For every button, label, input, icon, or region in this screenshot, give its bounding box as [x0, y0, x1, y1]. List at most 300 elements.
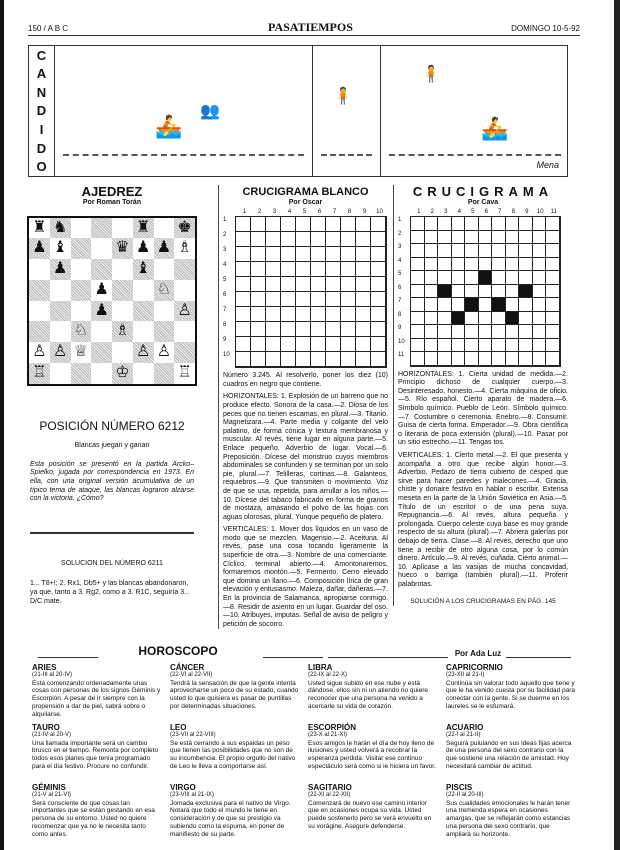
grid-cell[interactable]: [519, 244, 533, 258]
grid-cell[interactable]: [465, 312, 479, 326]
grid-cell[interactable]: [492, 244, 506, 258]
sign-dates: (23-VII al 22-VIII): [170, 731, 216, 738]
grid-cell[interactable]: [371, 217, 386, 232]
grid-cell[interactable]: [425, 271, 439, 285]
grid-cell[interactable]: [438, 231, 452, 245]
grid-cell[interactable]: [356, 352, 371, 367]
grid-cell[interactable]: [341, 262, 356, 277]
row-number: 2: [223, 232, 227, 239]
sign-name: PISCIS: [446, 783, 473, 792]
grid-cell[interactable]: [546, 352, 560, 366]
grid-cell[interactable]: [311, 217, 326, 232]
grid-cell[interactable]: [452, 231, 466, 245]
chess-piece-icon: ♝: [52, 239, 68, 257]
grid-cell[interactable]: [492, 258, 506, 272]
grid-cell[interactable]: [492, 312, 506, 326]
grid-cell[interactable]: [341, 277, 356, 292]
grid-cell[interactable]: [506, 352, 520, 366]
grid-cell[interactable]: [465, 217, 479, 231]
grid-cell[interactable]: [311, 322, 326, 337]
grid-cell[interactable]: [546, 325, 560, 339]
grid-cell[interactable]: [356, 247, 371, 262]
grid-cell[interactable]: [236, 292, 251, 307]
grid-cell[interactable]: [236, 322, 251, 337]
grid-cell[interactable]: [251, 307, 266, 322]
grid-cell[interactable]: [266, 217, 281, 232]
chess-piece-icon: ♙: [156, 343, 172, 361]
grid-cell[interactable]: [519, 312, 533, 326]
grid-cell[interactable]: [533, 231, 547, 245]
column-number: 7: [332, 208, 337, 215]
grid-cell[interactable]: [492, 217, 506, 231]
divider: [30, 532, 194, 534]
grid-cell[interactable]: [266, 292, 281, 307]
grid-cell[interactable]: [438, 339, 452, 353]
chess-square: [71, 218, 92, 239]
chess-square: [112, 259, 133, 280]
cruci-title: CRUCIGRAMA: [412, 184, 554, 199]
grid-cell[interactable]: [341, 292, 356, 307]
grid-cell[interactable]: [341, 337, 356, 352]
grid-cell[interactable]: [425, 325, 439, 339]
column-number: 6: [484, 208, 488, 215]
grid-cell[interactable]: [266, 247, 281, 262]
grid-cell[interactable]: [251, 217, 266, 232]
chess-piece-icon: ♚: [174, 218, 195, 239]
grid-cell[interactable]: [296, 217, 311, 232]
grid-cell[interactable]: [311, 352, 326, 367]
sign-text: Está comenzando ordenadamente unas cosas con personas de los signos Géminis y Escorpión. A pesar de ir siempre con la propensión a dar de piel, sabrá sobre o alquilarse.: [32, 679, 161, 718]
grid-cell[interactable]: [251, 277, 266, 292]
grid-cell[interactable]: [465, 352, 479, 366]
grid-cell[interactable]: [326, 322, 341, 337]
sign-name: ACUARIO: [446, 723, 484, 732]
grid-cell[interactable]: [251, 352, 266, 367]
grid-cell[interactable]: [546, 244, 560, 258]
grid-cell[interactable]: [236, 247, 251, 262]
sign-dates: (23-VIII al 21-IX): [170, 791, 215, 798]
grid-cell[interactable]: [533, 244, 547, 258]
solution-title: SOLUCION DEL NÚMERO 6211: [61, 559, 163, 567]
grid-cell[interactable]: [296, 322, 311, 337]
grid-cell[interactable]: [311, 262, 326, 277]
grid-cell[interactable]: [356, 232, 371, 247]
grid-cell[interactable]: [281, 292, 296, 307]
grid-cell[interactable]: [236, 352, 251, 367]
chess-piece-icon: ♙: [133, 342, 154, 363]
sign-text: Jornada exclusiva para el nativo de Virgo. Notará que todo el mundo le tiene en consideración y de que su prestigio va subiendo como la espuma, en poner de manifiesto de su parte.: [170, 799, 291, 838]
grid-cell[interactable]: [356, 262, 371, 277]
chess-piece-icon: ♕: [73, 343, 89, 361]
grid-cell[interactable]: [371, 262, 386, 277]
grid-cell[interactable]: [425, 339, 439, 353]
grid-cell[interactable]: [533, 312, 547, 326]
grid-cell[interactable]: [266, 337, 281, 352]
blanco-grid[interactable]: [235, 216, 387, 368]
grid-cell[interactable]: [356, 307, 371, 322]
grid-cell[interactable]: [411, 298, 425, 312]
grid-cell[interactable]: [266, 307, 281, 322]
grid-cell[interactable]: [519, 352, 533, 366]
title-letter: I: [39, 122, 44, 138]
grid-cell[interactable]: [465, 339, 479, 353]
grid-cell[interactable]: [266, 262, 281, 277]
chess-piece-icon: ♛: [112, 238, 133, 259]
black-cell: [506, 312, 520, 326]
chess-piece-icon: ♙: [32, 343, 47, 361]
grid-cell[interactable]: [411, 339, 425, 353]
chess-column: [12, 185, 212, 606]
crossword-column: [393, 185, 568, 606]
grid-cell[interactable]: [371, 322, 386, 337]
position-number: POSICIÓN NÚMERO 6212: [39, 418, 185, 433]
grid-cell[interactable]: [519, 231, 533, 245]
grid-cell[interactable]: [492, 325, 506, 339]
grid-cell[interactable]: [479, 325, 493, 339]
grid-cell[interactable]: [438, 325, 452, 339]
grid-cell[interactable]: [281, 322, 296, 337]
chess-piece-icon: ♖: [177, 363, 192, 381]
grid-cell[interactable]: [296, 352, 311, 367]
grid-cell[interactable]: [492, 339, 506, 353]
grid-cell[interactable]: [236, 337, 251, 352]
column-number: 9: [362, 208, 367, 215]
grid-cell[interactable]: [546, 298, 560, 312]
chess-piece-icon: ♙: [174, 301, 195, 322]
grid-cell[interactable]: [251, 337, 266, 352]
grid-cell[interactable]: [506, 298, 520, 312]
comic-title: [29, 46, 55, 176]
grid-cell[interactable]: [425, 244, 439, 258]
grid-cell[interactable]: [296, 337, 311, 352]
grid-cell[interactable]: [341, 232, 356, 247]
grid-cell[interactable]: [438, 244, 452, 258]
grid-cell[interactable]: [371, 352, 386, 367]
grid-cell[interactable]: [341, 352, 356, 367]
horoscope-sign: [170, 724, 300, 771]
grid-cell[interactable]: [479, 285, 493, 299]
grid-cell[interactable]: [411, 312, 425, 326]
grid-cell[interactable]: [281, 337, 296, 352]
grid-cell[interactable]: [341, 322, 356, 337]
grid-cell[interactable]: [411, 285, 425, 299]
grid-cell[interactable]: [341, 217, 356, 232]
grid-cell[interactable]: [506, 258, 520, 272]
grid-cell[interactable]: [266, 232, 281, 247]
grid-cell[interactable]: [296, 307, 311, 322]
grid-cell[interactable]: [546, 285, 560, 299]
cruci-column-numbers: [412, 208, 568, 217]
chess-square: [50, 301, 71, 322]
grid-cell[interactable]: [251, 292, 266, 307]
row-number: 1: [223, 217, 227, 224]
row-number: 7: [223, 307, 227, 314]
grid-cell[interactable]: [533, 285, 547, 299]
grid-cell[interactable]: [546, 217, 560, 231]
position-subtitle: Blancas juegan y ganan: [74, 442, 150, 450]
chess-square: [154, 259, 175, 280]
grid-cell[interactable]: [438, 312, 452, 326]
grid-cell[interactable]: [326, 337, 341, 352]
grid-cell[interactable]: [341, 307, 356, 322]
grid-cell[interactable]: [281, 262, 296, 277]
grid-cell[interactable]: [425, 217, 439, 231]
grid-cell[interactable]: [452, 352, 466, 366]
grid-cell[interactable]: [492, 352, 506, 366]
grid-cell[interactable]: [519, 325, 533, 339]
grid-cell[interactable]: [425, 312, 439, 326]
grid-cell[interactable]: [411, 352, 425, 366]
grid-cell[interactable]: [311, 292, 326, 307]
grid-cell[interactable]: [326, 307, 341, 322]
chess-square: [112, 301, 133, 322]
row-number: 2: [398, 230, 402, 237]
grid-cell[interactable]: [296, 277, 311, 292]
grid-cell[interactable]: [506, 231, 520, 245]
grid-cell[interactable]: [326, 352, 341, 367]
row-number: 3: [398, 244, 402, 251]
grid-cell[interactable]: [465, 244, 479, 258]
chess-square: [112, 280, 133, 301]
grid-cell[interactable]: [465, 325, 479, 339]
grid-cell[interactable]: [251, 247, 266, 262]
grid-cell[interactable]: [236, 217, 251, 232]
grid-cell[interactable]: [479, 231, 493, 245]
row-number: 8: [398, 311, 402, 318]
grid-cell[interactable]: [452, 244, 466, 258]
grid-cell[interactable]: [296, 232, 311, 247]
grid-cell[interactable]: [371, 292, 386, 307]
grid-cell[interactable]: [411, 271, 425, 285]
grid-cell[interactable]: [506, 339, 520, 353]
grid-cell[interactable]: [425, 231, 439, 245]
grid-cell[interactable]: [356, 337, 371, 352]
sign-name: GÉMINIS: [32, 783, 66, 792]
grid-cell[interactable]: [452, 217, 466, 231]
grid-cell[interactable]: [492, 271, 506, 285]
grid-cell[interactable]: [281, 217, 296, 232]
grid-cell[interactable]: [341, 247, 356, 262]
grid-cell[interactable]: [438, 217, 452, 231]
grid-cell[interactable]: [519, 271, 533, 285]
chess-square: [174, 342, 195, 363]
column-number: 3: [272, 208, 277, 215]
black-cell: [438, 285, 452, 299]
grid-cell[interactable]: [452, 298, 466, 312]
grid-cell[interactable]: [411, 244, 425, 258]
sign-dates: (23-X al 21-XI): [308, 731, 348, 738]
grid-cell[interactable]: [425, 285, 439, 299]
figure-icon: 👥: [200, 103, 220, 120]
grid-cell[interactable]: [296, 247, 311, 262]
row-number: 1: [398, 217, 402, 224]
grid-cell[interactable]: [479, 352, 493, 366]
grid-cell[interactable]: [281, 232, 296, 247]
row-number: 7: [398, 298, 402, 305]
grid-cell[interactable]: [546, 339, 560, 353]
grid-cell[interactable]: [465, 285, 479, 299]
grid-cell[interactable]: [438, 352, 452, 366]
grid-cell[interactable]: [438, 298, 452, 312]
grid-cell[interactable]: [452, 339, 466, 353]
grid-cell[interactable]: [452, 325, 466, 339]
grid-cell[interactable]: [533, 258, 547, 272]
grid-cell[interactable]: [296, 262, 311, 277]
grid-cell[interactable]: [411, 231, 425, 245]
grid-cell[interactable]: [546, 231, 560, 245]
grid-cell[interactable]: [411, 258, 425, 272]
grid-cell[interactable]: [479, 217, 493, 231]
grid-cell[interactable]: [452, 271, 466, 285]
grid-cell[interactable]: [356, 217, 371, 232]
grid-cell[interactable]: [281, 277, 296, 292]
sign-name: SAGITARIO: [308, 783, 352, 792]
grid-cell[interactable]: [281, 352, 296, 367]
grid-cell[interactable]: [326, 277, 341, 292]
grid-cell[interactable]: [236, 277, 251, 292]
horoscope-sign: [308, 664, 438, 711]
grid-cell[interactable]: [251, 232, 266, 247]
sign-dates: (22-VI al 22-VII): [170, 671, 213, 678]
grid-cell[interactable]: [546, 271, 560, 285]
grid-cell[interactable]: [371, 247, 386, 262]
cruci-grid[interactable]: [410, 216, 561, 367]
grid-cell[interactable]: [371, 307, 386, 322]
row-number: 3: [223, 247, 227, 254]
grid-cell[interactable]: [266, 352, 281, 367]
sign-dates: (22-IX al 22-X): [308, 671, 348, 678]
black-cell: [519, 285, 533, 299]
grid-cell[interactable]: [326, 232, 341, 247]
grid-cell[interactable]: [452, 258, 466, 272]
grid-cell[interactable]: [326, 262, 341, 277]
title-letter: N: [36, 84, 47, 100]
grid-cell[interactable]: [533, 352, 547, 366]
grid-cell[interactable]: [492, 285, 506, 299]
grid-cell[interactable]: [425, 352, 439, 366]
grid-cell[interactable]: [452, 285, 466, 299]
grid-cell[interactable]: [519, 298, 533, 312]
grid-cell[interactable]: [506, 271, 520, 285]
grid-cell[interactable]: [356, 322, 371, 337]
grid-cell[interactable]: [519, 217, 533, 231]
column-number: 3: [444, 208, 448, 215]
chess-square: [154, 301, 175, 322]
grid-cell[interactable]: [311, 307, 326, 322]
black-cell: [492, 298, 506, 312]
sign-text: Será consciente de que cosas tan importantes que se están gestando en esa persona de su entorno. Usted no quiere recomenzar que ya no le necesita tanto como antes.: [32, 799, 155, 838]
grid-cell[interactable]: [506, 217, 520, 231]
chess-author: Por Roman Torán: [82, 199, 142, 206]
column-number: 5: [471, 208, 475, 215]
grid-cell[interactable]: [425, 258, 439, 272]
comic-panel-2: [313, 46, 381, 176]
grid-cell[interactable]: [326, 292, 341, 307]
grid-cell[interactable]: [519, 339, 533, 353]
grid-cell[interactable]: [519, 258, 533, 272]
sign-name: LIBRA: [308, 663, 333, 672]
grid-cell[interactable]: [371, 277, 386, 292]
row-number: 10: [223, 352, 230, 359]
grid-cell[interactable]: [492, 231, 506, 245]
grid-cell[interactable]: [506, 244, 520, 258]
grid-cell[interactable]: [251, 322, 266, 337]
grid-cell[interactable]: [411, 325, 425, 339]
grid-cell[interactable]: [438, 271, 452, 285]
column-number: 4: [287, 208, 292, 215]
chess-square: [174, 280, 195, 301]
grid-cell[interactable]: [465, 231, 479, 245]
chess-square: [91, 321, 112, 342]
grid-cell[interactable]: [438, 258, 452, 272]
grid-cell[interactable]: [281, 247, 296, 262]
grid-cell[interactable]: [479, 258, 493, 272]
grid-cell[interactable]: [236, 232, 251, 247]
grid-cell[interactable]: [236, 307, 251, 322]
grid-cell[interactable]: [465, 258, 479, 272]
grid-cell[interactable]: [311, 277, 326, 292]
cruci-author: Por Cava: [467, 199, 499, 206]
grid-cell[interactable]: [311, 232, 326, 247]
grid-cell[interactable]: [371, 232, 386, 247]
grid-cell[interactable]: [311, 337, 326, 352]
grid-cell[interactable]: [533, 339, 547, 353]
grid-cell[interactable]: [546, 312, 560, 326]
title-letter: D: [36, 140, 47, 156]
grid-cell[interactable]: [266, 277, 281, 292]
grid-cell[interactable]: [281, 307, 296, 322]
grid-cell[interactable]: [326, 247, 341, 262]
grid-cell[interactable]: [411, 217, 425, 231]
grid-cell[interactable]: [506, 285, 520, 299]
figure-icon: 🧍: [421, 66, 441, 83]
grid-cell[interactable]: [356, 277, 371, 292]
grid-cell[interactable]: [356, 292, 371, 307]
grid-cell[interactable]: [251, 262, 266, 277]
grid-cell[interactable]: [506, 325, 520, 339]
grid-cell[interactable]: [479, 339, 493, 353]
grid-cell[interactable]: [533, 271, 547, 285]
chess-square: [133, 280, 154, 301]
grid-cell[interactable]: [533, 298, 547, 312]
grid-cell[interactable]: [479, 312, 493, 326]
column-number: 6: [317, 208, 322, 215]
grid-cell[interactable]: [311, 247, 326, 262]
grid-cell[interactable]: [266, 322, 281, 337]
grid-cell[interactable]: [465, 271, 479, 285]
sign-text: Esos amigos le harán el día de hoy lleno de ilusiones y usted volverá a recobrar la esperanza perdida. Visitar ese continuo espectáculo será como si le hiciera un favor.: [308, 739, 436, 770]
grid-cell[interactable]: [533, 217, 547, 231]
grid-cell[interactable]: [479, 298, 493, 312]
grid-cell[interactable]: [425, 298, 439, 312]
title-letter: D: [36, 103, 47, 119]
grid-cell[interactable]: [546, 258, 560, 272]
grid-cell[interactable]: [236, 262, 251, 277]
chess-square: [174, 259, 195, 280]
grid-cell[interactable]: [533, 325, 547, 339]
grid-cell[interactable]: [326, 217, 341, 232]
row-number: 4: [398, 257, 402, 264]
grid-cell[interactable]: [479, 244, 493, 258]
row-number: 11: [398, 352, 405, 359]
row-number: 5: [398, 271, 402, 278]
chess-piece-icon: ♖: [29, 363, 50, 384]
grid-cell[interactable]: [296, 292, 311, 307]
chess-piece-icon: ♗: [112, 321, 133, 342]
title-letter: A: [36, 66, 47, 82]
grid-cell[interactable]: [371, 337, 386, 352]
black-cell: [465, 298, 479, 312]
